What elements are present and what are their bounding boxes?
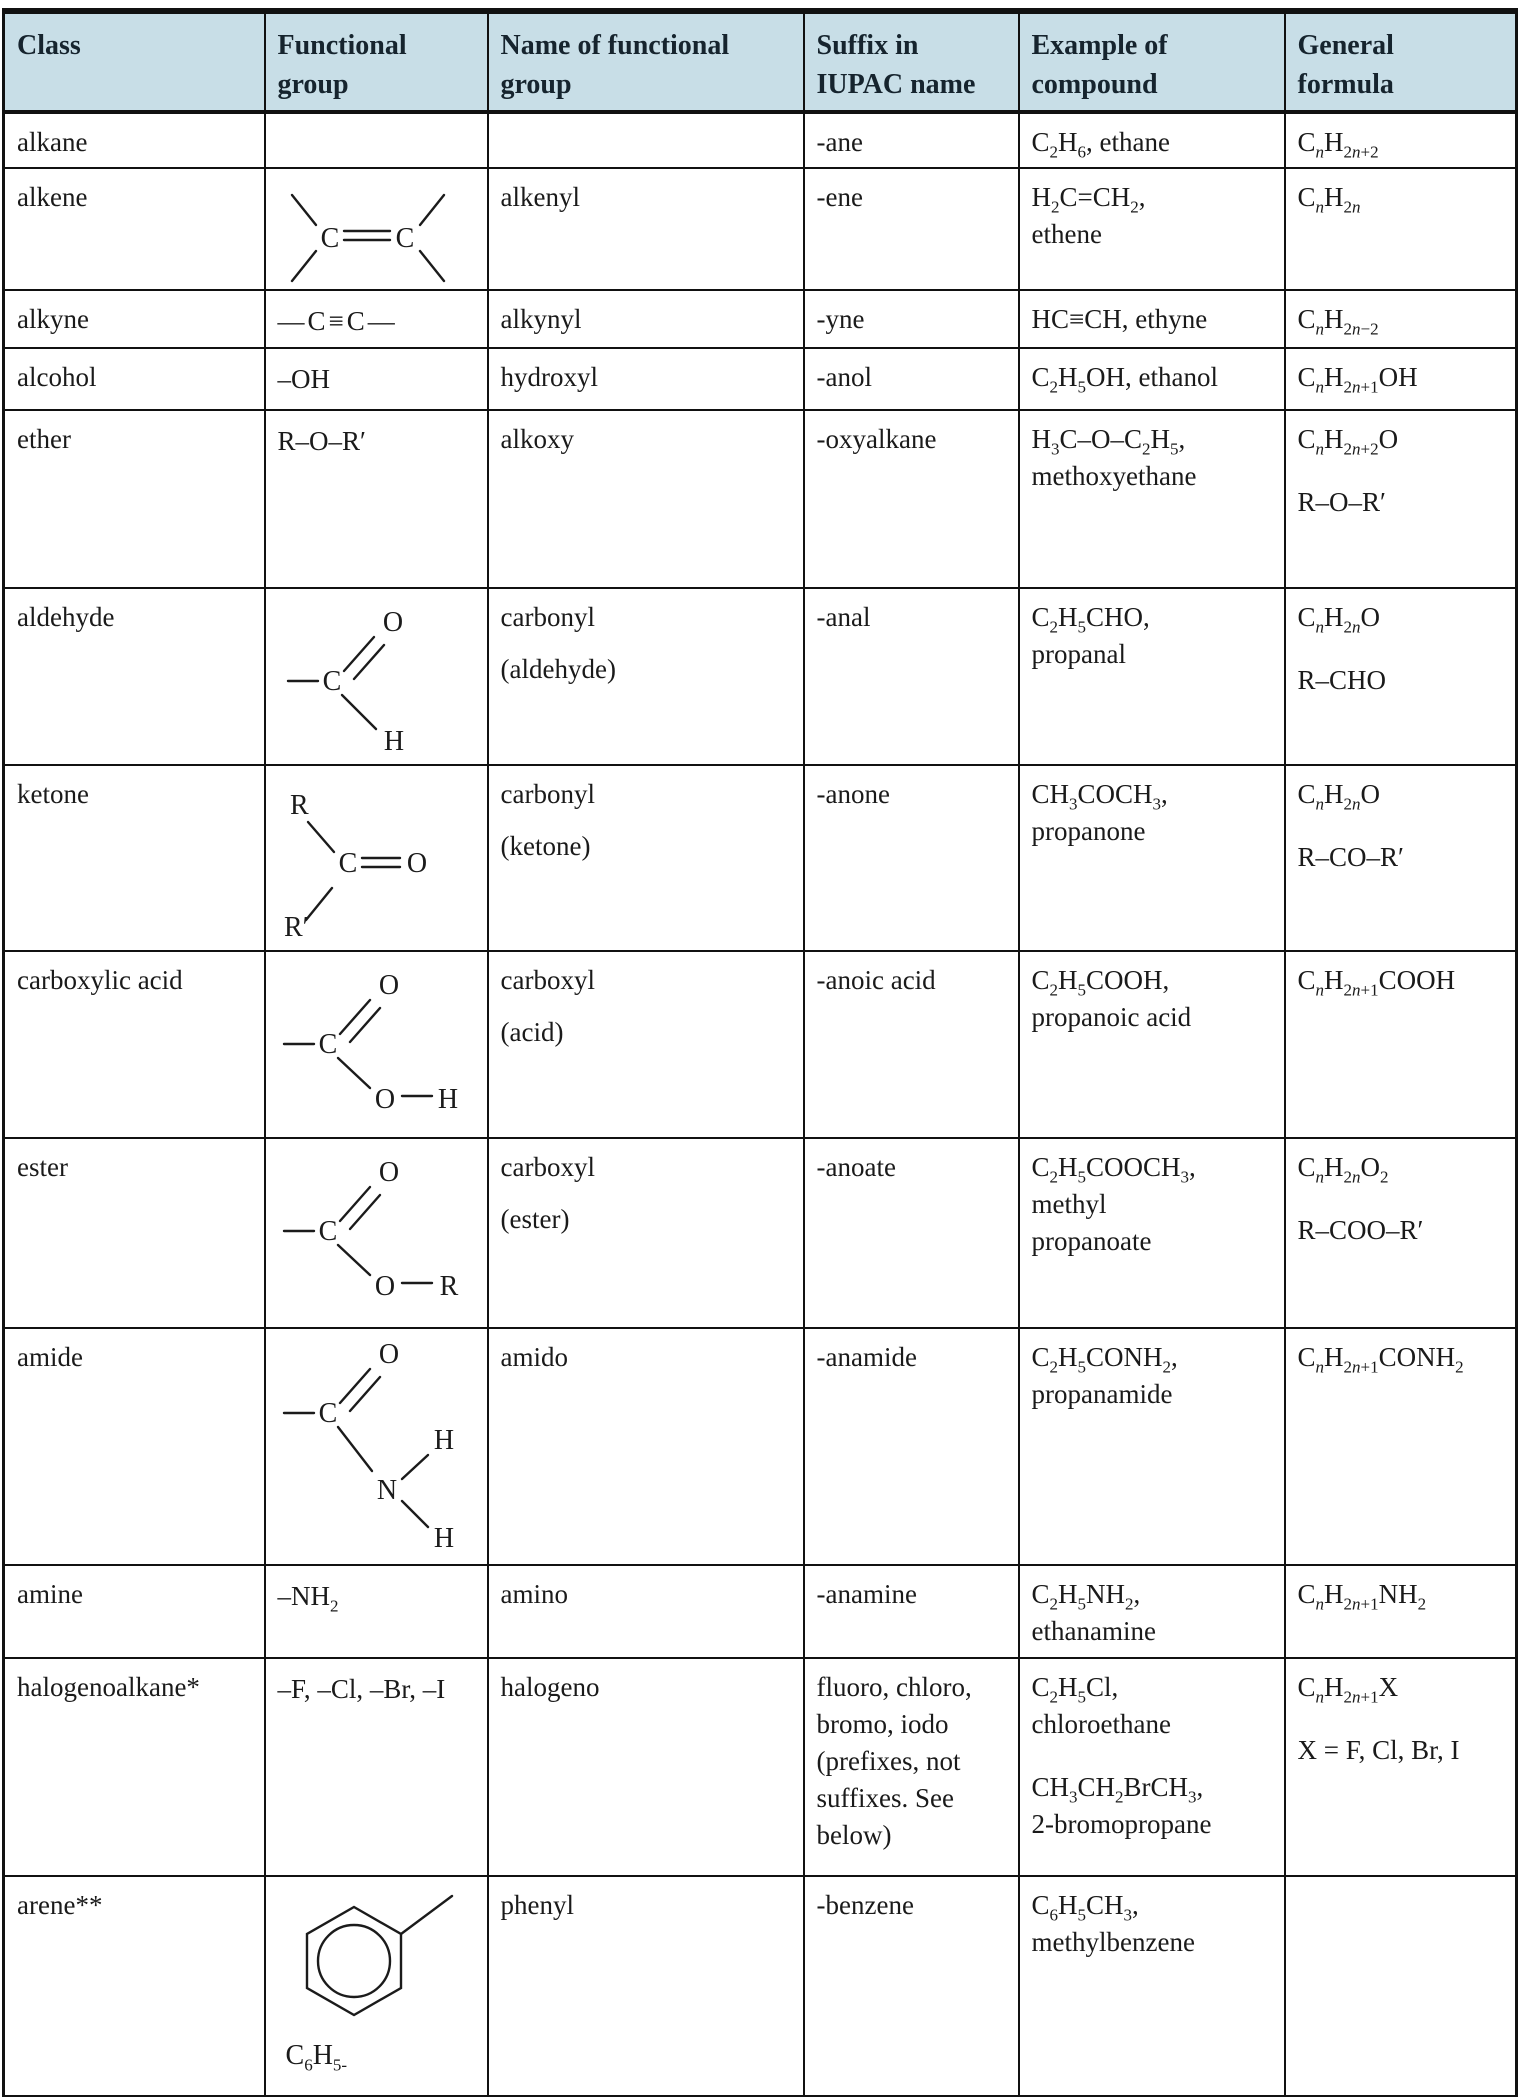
- oxygen-atom-label: O: [378, 1157, 399, 1188]
- class-label: ether: [17, 424, 71, 454]
- formula-text: $C_nH_{2n+2}$: [1297, 127, 1379, 162]
- hydrogen-atom-label: H: [437, 1084, 458, 1115]
- oxygen-atom-label: O: [378, 1339, 399, 1370]
- row-aldehyde: [4, 588, 1517, 765]
- row-alkene: [4, 168, 1517, 290]
- class-label: alkyne: [17, 304, 89, 334]
- table-header-row: [4, 11, 1517, 112]
- cell-alkane-suffix: [804, 112, 1019, 168]
- formula-text: $C_nH_{2n}O_2$ R–COO–R′: [1297, 1152, 1424, 1245]
- row-alkyne: [4, 290, 1517, 348]
- suffix-text: -anoate: [816, 1152, 896, 1182]
- cell-alkene-example: [1019, 168, 1285, 290]
- cell-ketone-class: [4, 765, 265, 951]
- name-text: carbonyl (aldehyde): [500, 602, 616, 684]
- cell-arene-suffix: [804, 1876, 1019, 2096]
- cell-aldehyde-example: [1019, 588, 1285, 765]
- example-text: $C_2H_6$, ethane: [1031, 127, 1170, 162]
- cell-amide-class: [4, 1328, 265, 1565]
- example-text: $CH_3COCH_3$, propanone: [1031, 779, 1168, 846]
- cell-ether-example: [1019, 410, 1285, 588]
- row-halogenoalkane: [4, 1658, 1517, 1876]
- suffix-text: -anamide: [816, 1342, 917, 1372]
- cell-alkane-class: [4, 112, 265, 168]
- cell-arene-formula: [1285, 1876, 1517, 2096]
- suffix-text: -anol: [816, 362, 872, 392]
- cell-ester-suffix: [804, 1138, 1019, 1328]
- class-label: amide: [17, 1342, 83, 1372]
- cell-alkane-formula: [1285, 112, 1517, 168]
- example-text: $C_2H_5OH$, ethanol: [1031, 362, 1218, 397]
- cell-ester-formula: [1285, 1138, 1517, 1328]
- formula-text: $C_nH_{2n}$: [1297, 182, 1361, 217]
- carbon-atom-label: C: [395, 223, 414, 254]
- functional-groups-table: [2, 8, 1518, 2097]
- r-group-label: R: [289, 790, 309, 821]
- name-text: amino: [500, 1579, 568, 1609]
- header-suffix: [804, 11, 1019, 112]
- row-carboxylic-acid: [4, 951, 1517, 1138]
- row-alkane: [4, 112, 1517, 168]
- hydroxyl-group-text: –OH: [277, 364, 330, 394]
- name-text: alkynyl: [500, 304, 582, 334]
- suffix-text: -benzene: [816, 1890, 914, 1920]
- example-text: $C_2H_5CONH_2$, propanamide: [1031, 1342, 1178, 1409]
- aldehyde-structure-diagram: [272, 595, 468, 755]
- formula-text: $C_nH_{2n+2}O$ R–O–R′: [1297, 424, 1399, 517]
- cell-alkyne-suffix: [804, 290, 1019, 348]
- header-class: [4, 11, 265, 112]
- name-text: halogeno: [500, 1672, 600, 1702]
- header-formula: [1285, 11, 1517, 112]
- name-text: alkenyl: [500, 182, 580, 212]
- cell-aldehyde-suffix: [804, 588, 1019, 765]
- cell-amine-example: [1019, 1565, 1285, 1658]
- example-text: $C_2H_5CHO$, propanal: [1031, 602, 1150, 669]
- oxygen-atom-label: O: [378, 970, 399, 1001]
- class-label: alkane: [17, 127, 88, 157]
- name-text: phenyl: [500, 1890, 574, 1920]
- cell-alkene-formula: [1285, 168, 1517, 290]
- cell-ketone-example: [1019, 765, 1285, 951]
- cell-amine-fg: [265, 1565, 488, 1658]
- header-functional-group: [265, 11, 488, 112]
- cell-ketone-fg: [265, 765, 488, 951]
- class-label: alcohol: [17, 362, 97, 392]
- phenyl-formula-label: $C_6H_{5-}$: [285, 2040, 348, 2075]
- row-ether: [4, 410, 1517, 588]
- cell-alkane-example: [1019, 112, 1285, 168]
- cell-arene-fg: [265, 1876, 488, 2096]
- benzene-ring-diagram: [272, 1883, 476, 2035]
- cell-arene-example: [1019, 1876, 1285, 2096]
- cell-ketone-formula: [1285, 765, 1517, 951]
- example-text: $C_2H_5COOH$, propanoic acid: [1031, 965, 1192, 1032]
- cell-amine-formula: [1285, 1565, 1517, 1658]
- hydrogen-atom-label: H: [383, 726, 404, 755]
- name-text: alkoxy: [500, 424, 574, 454]
- cell-halo-example: [1019, 1658, 1285, 1876]
- alkene-structure-diagram: [272, 175, 468, 287]
- class-label: aldehyde: [17, 602, 115, 632]
- r-prime-group-label: R′: [283, 912, 309, 943]
- cell-ester-class: [4, 1138, 265, 1328]
- cell-alkyne-formula: [1285, 290, 1517, 348]
- cell-amide-example: [1019, 1328, 1285, 1565]
- cell-alkyne-fg: [265, 290, 488, 348]
- row-amide: [4, 1328, 1517, 1565]
- cell-alcohol-class: [4, 348, 265, 410]
- carboxylic-acid-structure-diagram: [272, 958, 480, 1128]
- cell-amine-suffix: [804, 1565, 1019, 1658]
- hydrogen-atom-label: H: [433, 1523, 454, 1554]
- name-text: hydroxyl: [500, 362, 598, 392]
- oxygen-atom-label: O: [406, 848, 427, 879]
- carbon-atom-label: C: [318, 1216, 337, 1247]
- example-text: $H_3C-O-C_2H_5$, methoxyethane: [1031, 424, 1197, 491]
- formula-text: $C_nH_{2n-2}$: [1297, 304, 1379, 339]
- cell-amine-class: [4, 1565, 265, 1658]
- name-text: carbonyl (ketone): [500, 779, 595, 861]
- cell-aldehyde-name: [488, 588, 804, 765]
- ketone-structure-diagram: [272, 772, 462, 944]
- formula-text: $C_nH_{2n}O$ R–CO–R′: [1297, 779, 1404, 872]
- cell-aldehyde-class: [4, 588, 265, 765]
- suffix-text: -oxyalkane: [816, 424, 937, 454]
- cell-alcohol-example: [1019, 348, 1285, 410]
- alkyne-structure-text: —C≡C—: [277, 306, 398, 336]
- name-text: carboxyl (ester): [500, 1152, 595, 1234]
- cell-halo-fg: [265, 1658, 488, 1876]
- cell-cacid-formula: [1285, 951, 1517, 1138]
- cell-alkene-class: [4, 168, 265, 290]
- oxygen-atom-label: O: [374, 1084, 395, 1115]
- suffix-text: fluoro, chloro, bromo, iodo (prefixes, not suffixes. See below): [816, 1672, 972, 1850]
- name-text: amido: [500, 1342, 568, 1372]
- oxygen-atom-label: O: [374, 1271, 395, 1302]
- cell-amine-name: [488, 1565, 804, 1658]
- carbon-atom-label: C: [318, 1029, 337, 1060]
- cell-alcohol-name: [488, 348, 804, 410]
- cell-arene-name: [488, 1876, 804, 2096]
- cell-alcohol-suffix: [804, 348, 1019, 410]
- cell-ether-formula: [1285, 410, 1517, 588]
- class-label: halogenoalkane*: [17, 1672, 200, 1702]
- formula-text: $C_nH_{2n+1}X$ X = F, Cl, Br, I: [1297, 1672, 1460, 1765]
- cell-alkene-suffix: [804, 168, 1019, 290]
- formula-text: $C_nH_{2n+1}NH_2$: [1297, 1579, 1427, 1614]
- nitrogen-atom-label: N: [376, 1475, 397, 1506]
- formula-text: $C_nH_{2n}O$ R–CHO: [1297, 602, 1387, 695]
- cell-halo-suffix: [804, 1658, 1019, 1876]
- cell-ketone-suffix: [804, 765, 1019, 951]
- cell-ester-name: [488, 1138, 804, 1328]
- cell-alcohol-formula: [1285, 348, 1517, 410]
- suffix-text: -ane: [816, 127, 863, 157]
- class-label: amine: [17, 1579, 83, 1609]
- cell-ether-class: [4, 410, 265, 588]
- header-name-label: Name of functional group: [500, 30, 730, 100]
- cell-alkene-fg: [265, 168, 488, 290]
- cell-arene-class: [4, 1876, 265, 2096]
- carbon-atom-label: C: [322, 666, 341, 697]
- cell-alkyne-class: [4, 290, 265, 348]
- formula-text: $C_nH_{2n+1}COOH$: [1297, 965, 1456, 1000]
- cell-cacid-name: [488, 951, 804, 1138]
- suffix-text: -anoic acid: [816, 965, 936, 995]
- header-class-label: Class: [17, 30, 81, 61]
- cell-ester-fg: [265, 1138, 488, 1328]
- class-label: ester: [17, 1152, 68, 1182]
- cell-cacid-class: [4, 951, 265, 1138]
- example-text: $H_2C=CH_2$, ethene: [1031, 182, 1146, 249]
- carbon-atom-label: C: [318, 1398, 337, 1429]
- example-text: $C_2H_5COOCH_3$, methyl propanoate: [1031, 1152, 1196, 1256]
- oxygen-atom-label: O: [382, 607, 403, 638]
- cell-halo-name: [488, 1658, 804, 1876]
- row-arene: [4, 1876, 1517, 2096]
- suffix-text: -anal: [816, 602, 871, 632]
- class-label: arene**: [17, 1890, 103, 1920]
- cell-halo-formula: [1285, 1658, 1517, 1876]
- name-text: carboxyl (acid): [500, 965, 595, 1047]
- cell-ester-example: [1019, 1138, 1285, 1328]
- row-amine: [4, 1565, 1517, 1658]
- cell-cacid-fg: [265, 951, 488, 1138]
- header-functional-group-label: Functional group: [277, 30, 407, 100]
- suffix-text: -anamine: [816, 1579, 917, 1609]
- row-ester: [4, 1138, 1517, 1328]
- cell-cacid-suffix: [804, 951, 1019, 1138]
- class-label: alkene: [17, 182, 88, 212]
- header-formula-label: General formula: [1297, 30, 1394, 100]
- suffix-text: -yne: [816, 304, 865, 334]
- formula-text: $C_nH_{2n+1}CONH_2$: [1297, 1342, 1464, 1377]
- cell-ether-suffix: [804, 410, 1019, 588]
- class-label: carboxylic acid: [17, 965, 183, 995]
- cell-alcohol-fg: [265, 348, 488, 410]
- carbon-atom-label: C: [338, 848, 357, 879]
- example-text: HC≡CH, ethyne: [1031, 304, 1208, 334]
- header-example: [1019, 11, 1285, 112]
- hydrogen-atom-label: H: [433, 1425, 454, 1456]
- header-example-label: Example of compound: [1031, 30, 1168, 100]
- ester-structure-diagram: [272, 1145, 480, 1315]
- amine-group-text: $-NH_2$: [277, 1581, 339, 1616]
- cell-cacid-example: [1019, 951, 1285, 1138]
- cell-amide-fg: [265, 1328, 488, 1565]
- row-ketone: [4, 765, 1517, 951]
- formula-text: $C_nH_{2n+1}OH$: [1297, 362, 1418, 397]
- cell-alkane-name: [488, 112, 804, 168]
- example-text: $C_2H_5Cl$, chloroethane $CH_3CH_2BrCH_3$, 2-bromopropane: [1031, 1672, 1212, 1839]
- halogen-group-text: –F, –Cl, –Br, –I: [277, 1674, 446, 1704]
- cell-ketone-name: [488, 765, 804, 951]
- cell-amide-formula: [1285, 1328, 1517, 1565]
- amide-structure-diagram: [272, 1335, 480, 1559]
- carbon-atom-label: C: [320, 223, 339, 254]
- suffix-text: -anone: [816, 779, 890, 809]
- header-suffix-label: Suffix in IUPAC name: [816, 30, 976, 100]
- cell-amide-name: [488, 1328, 804, 1565]
- ether-group-text: R–O–R′: [277, 426, 366, 456]
- row-alcohol: [4, 348, 1517, 410]
- cell-ether-fg: [265, 410, 488, 588]
- header-name: [488, 11, 804, 112]
- cell-aldehyde-formula: [1285, 588, 1517, 765]
- cell-halo-class: [4, 1658, 265, 1876]
- cell-alkyne-example: [1019, 290, 1285, 348]
- cell-amide-suffix: [804, 1328, 1019, 1565]
- r-group-label: R: [439, 1271, 458, 1302]
- class-label: ketone: [17, 779, 89, 809]
- suffix-text: -ene: [816, 182, 863, 212]
- example-text: $C_2H_5NH_2$, ethanamine: [1031, 1579, 1156, 1646]
- example-text: $C_6H_5CH_3$, methylbenzene: [1031, 1890, 1195, 1957]
- cell-alkene-name: [488, 168, 804, 290]
- cell-aldehyde-fg: [265, 588, 488, 765]
- cell-alkyne-name: [488, 290, 804, 348]
- cell-ether-name: [488, 410, 804, 588]
- cell-alkane-fg: [265, 112, 488, 168]
